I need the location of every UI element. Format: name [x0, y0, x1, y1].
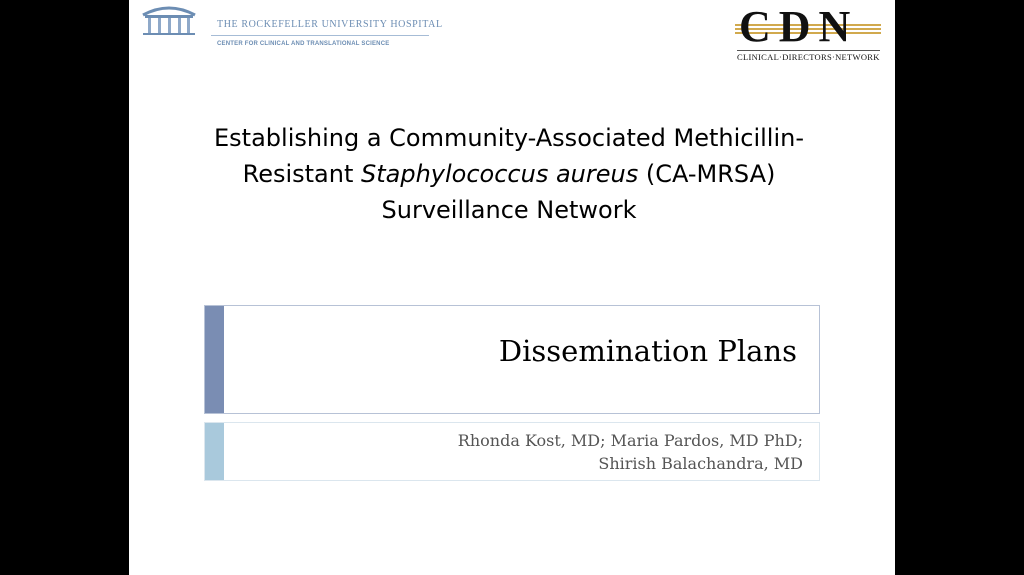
authors-line-2: Shirish Balachandra, MD [598, 454, 803, 473]
slide [129, 0, 895, 575]
authors-text [458, 429, 803, 475]
cdn-tagline: CLINICAL·DIRECTORS·NETWORK [737, 52, 880, 62]
title-line-1: Establishing a Community-Associated Methicillin- [214, 124, 804, 152]
cdn-logo [735, 4, 885, 62]
section-accent-bar [205, 306, 224, 413]
title-line-3: Surveillance Network [381, 196, 637, 224]
cdn-letters: CDN [739, 2, 859, 51]
rockefeller-name: THE ROCKEFELLER UNIVERSITY HOSPITAL [217, 19, 443, 30]
authors-accent-bar [205, 423, 224, 480]
authors-line-1: Rhonda Kost, MD; Maria Pardos, MD PhD; [457, 431, 803, 450]
logo-divider [211, 35, 429, 36]
authors-box [204, 422, 820, 481]
title-species: Staphylococcus aureus [361, 160, 639, 188]
rockefeller-logo [139, 3, 443, 51]
slide-title [169, 120, 849, 228]
building-icon [139, 3, 199, 37]
title-line-2 [169, 156, 849, 192]
section-heading: Dissemination Plans [498, 334, 797, 368]
title-line-2-suffix: (CA-MRSA) [638, 160, 776, 188]
section-heading-box [204, 305, 820, 414]
title-line-2-prefix: Resistant [242, 160, 361, 188]
rockefeller-subtitle: CENTER FOR CLINICAL AND TRANSLATIONAL SCIENCE [217, 41, 390, 47]
